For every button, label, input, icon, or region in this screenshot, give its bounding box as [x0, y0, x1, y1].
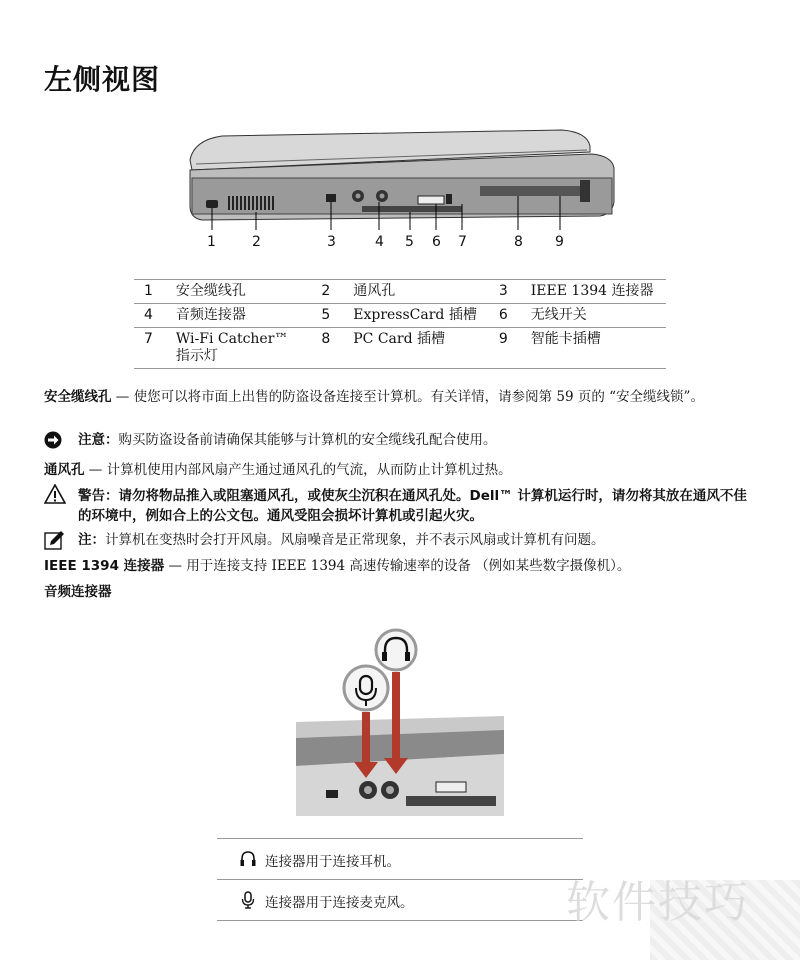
callout-number: 3 [327, 234, 336, 250]
note-pencil-icon [44, 530, 66, 550]
watermark-text: 软件技巧 [566, 877, 750, 928]
notice-text: 购买防盗设备前请确保其能够与计算机的安全缆线孔配合使用。 [118, 432, 497, 448]
warning-icon [44, 484, 66, 504]
security-slot-description [44, 387, 756, 407]
page-title: 左侧视图 [44, 63, 161, 96]
table-row [134, 328, 666, 369]
list-item [217, 880, 583, 921]
connector-legend [217, 838, 583, 923]
ieee-description [44, 556, 756, 576]
term-label: 通风孔 [44, 462, 85, 478]
connector-description: 连接器用于连接耳机。 [265, 854, 400, 870]
callout-number: 1 [207, 234, 216, 250]
vent-description [44, 460, 756, 480]
table-row [134, 280, 666, 304]
callout-number: 4 [375, 234, 384, 250]
part-number: 1 [144, 283, 153, 299]
part-label: 无线开关 [530, 307, 587, 323]
audio-connectors-heading: 音频连接器 [44, 584, 112, 600]
part-label: Wi-Fi Catcher™ 指示灯 [175, 331, 289, 364]
notice-label: 注意： [78, 432, 119, 448]
notice-icon [44, 431, 62, 449]
warning-paragraph [78, 486, 756, 526]
note-text: 计算机在变热时会打开风扇。风扇噪音是正常现象，并不表示风扇或计算机有问题。 [105, 532, 605, 548]
headphone-icon [239, 850, 257, 868]
part-number: 7 [144, 331, 153, 347]
callout-number: 8 [514, 234, 523, 250]
part-label: 通风孔 [353, 283, 396, 299]
callout-number: 2 [252, 234, 261, 250]
part-label: ExpressCard 插槽 [353, 307, 477, 323]
notice-paragraph [78, 430, 756, 450]
part-label: 智能卡插槽 [530, 331, 601, 347]
description-text: 使您可以将市面上出售的防盗设备连接至计算机。有关详情，请参阅第 59 页的 “安全缆线锁”。 [133, 389, 704, 405]
callout-number: 7 [458, 234, 467, 250]
warning-label: 警告： [78, 488, 119, 504]
callout-number: 5 [405, 234, 414, 250]
laptop-left-side-illustration [182, 120, 618, 260]
audio-connectors-illustration [296, 626, 504, 816]
em-dash: — [88, 462, 103, 478]
part-label: PC Card 插槽 [353, 331, 445, 347]
note-paragraph [78, 530, 756, 550]
list-item [217, 839, 583, 880]
part-number: 8 [321, 331, 331, 347]
part-label: IEEE 1394 连接器 [530, 283, 654, 299]
note-label: 注： [78, 532, 105, 548]
part-label: 安全缆线孔 [175, 283, 246, 299]
part-number: 6 [498, 307, 508, 323]
parts-table [134, 279, 666, 369]
part-label: 音频连接器 [175, 307, 246, 323]
part-number: 4 [144, 307, 153, 323]
em-dash: — [115, 389, 130, 405]
em-dash: — [168, 558, 182, 574]
description-text: 计算机使用内部风扇产生通过通风孔的气流，从而防止计算机过热。 [106, 462, 512, 478]
part-number: 9 [498, 331, 508, 347]
microphone-icon [239, 891, 257, 909]
warning-text: 请勿将物品推入或阻塞通风孔，或使灰尘沉积在通风孔处。Dell™ 计算机运行时，请勿将其放在通风不佳的环境中，例如合上的公文包。通风受阻会损坏计算机或引起火灾。 [78, 488, 747, 524]
connector-description: 连接器用于连接麦克风。 [265, 895, 414, 911]
table-row [134, 304, 666, 328]
callout-number: 6 [432, 234, 441, 250]
callout-number: 9 [555, 234, 564, 250]
part-number: 3 [498, 283, 508, 299]
part-number: 5 [321, 307, 331, 323]
term-label: IEEE 1394 连接器 [44, 558, 165, 574]
part-number: 2 [321, 283, 331, 299]
term-label: 安全缆线孔 [44, 389, 112, 405]
description-text: 用于连接支持 IEEE 1394 高速传输速率的设备 （例如某些数字摄像机）。 [186, 558, 631, 574]
